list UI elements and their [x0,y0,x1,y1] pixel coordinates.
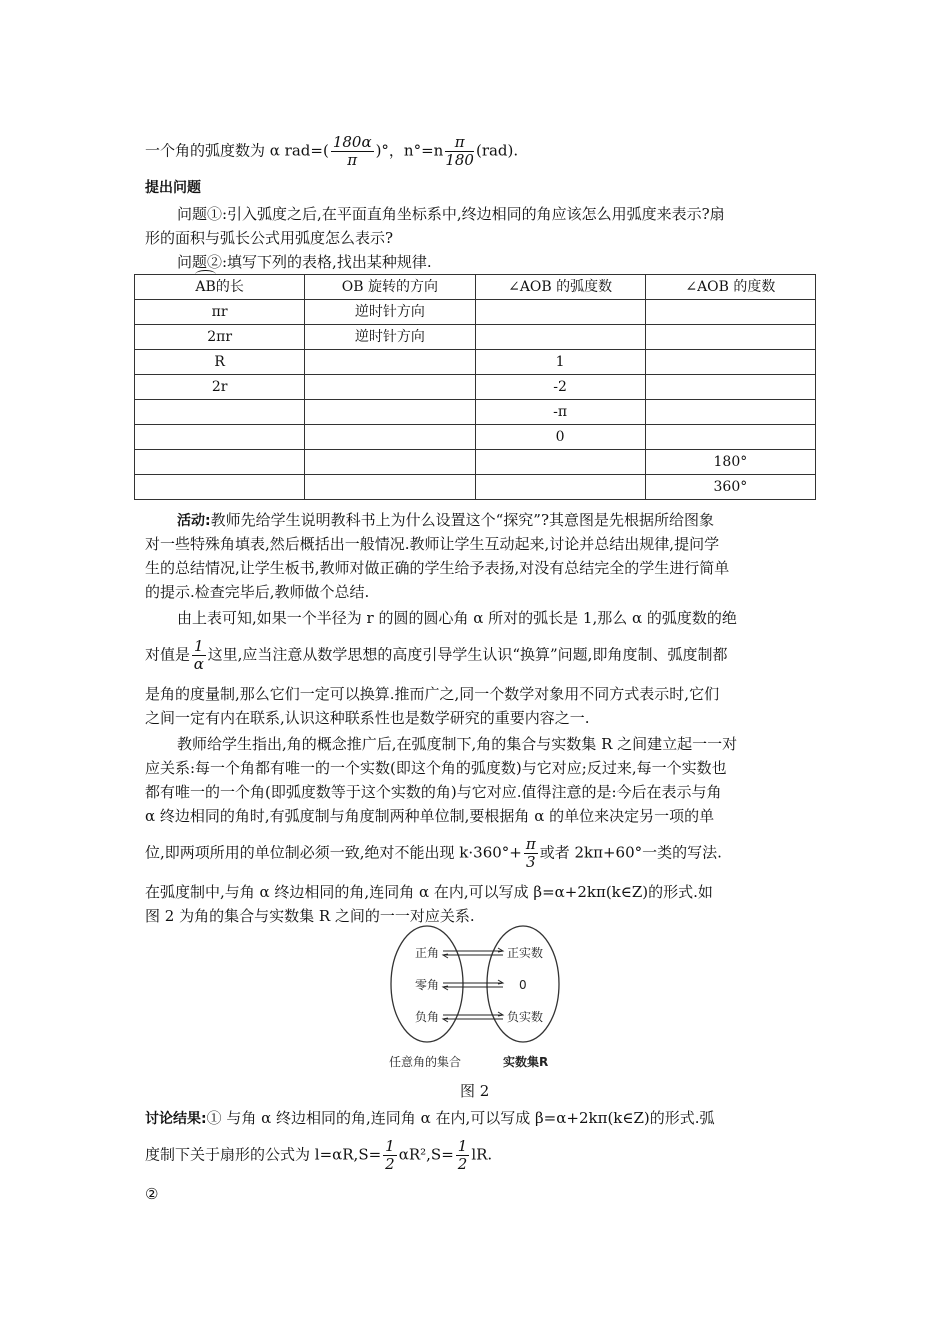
question-1-line-1: 问题①:引入弧度之后,在平面直角坐标系中,终边相同的角应该怎么用弧度来表示?扇 [177,205,725,223]
left-item-negative: 负角 [415,1010,440,1024]
discussion-line-1: 讨论结果:① 与角 α 终边相同的角,连同角 α 在内,可以写成 β=α+2kπ(k∈Z)的形式.弧 [145,1109,715,1127]
correspondence-diagram [385,924,565,1072]
table-cell: 360° [645,475,815,500]
left-set-label: 任意角的集合 [389,1055,462,1069]
table-cell: 1 [475,350,645,375]
table-row [135,375,816,400]
fraction-180a-over-pi: $\frac{180\alpha}{\pi}$ [332,133,372,169]
header-arc-length: AB的长 [135,275,305,300]
table-cell [305,375,475,400]
intro-suffix: (rad). [475,141,519,160]
table-row [135,475,816,500]
intro-middle: )°，n°=n [375,141,444,160]
table-cell [305,475,475,500]
header-radian: ∠AOB 的弧度数 [475,275,645,300]
table-cell [135,425,305,450]
para2-line-1: 由上表可知,如果一个半径为 r 的圆的圆心角 α 所对的弧长是 1,那么 α 的弧度数的绝 [177,609,737,627]
table-cell [475,325,645,350]
para3-line-1: 教师给学生指出,角的概念推广后,在弧度制下,角的集合与实数集 R 之间建立起一一对 [177,735,738,753]
angle-table [134,274,816,500]
figure-caption: 图 2 [460,1082,490,1100]
para2-line-3: 是角的度量制,那么它们一定可以换算.推而广之,同一个数学对象用不同方式表示时,它们 [145,685,720,703]
table-cell: πr [135,300,305,325]
fraction-pi-over-3: $\frac{\pi}{3}$ [525,835,536,871]
table-cell: -2 [475,375,645,400]
table-cell [645,425,815,450]
double-arrows [443,948,503,1022]
right-item-negative: 负实数 [507,1010,544,1024]
right-item-positive: 正实数 [507,946,544,960]
arc-ab-symbol: AB [195,275,215,299]
table-cell [305,450,475,475]
table-row [135,325,816,350]
section-title: 提出问题 [145,180,201,196]
para3-line-2: 应关系:每一个角都有唯一的一个实数(即这个角的弧度数)与它对应;反过来,每一个实数也 [145,759,727,777]
table-cell [645,350,815,375]
table-cell [645,400,815,425]
table-cell [475,300,645,325]
intro-prefix: 一个角的弧度数为 α rad=( [145,141,329,160]
table-cell [645,375,815,400]
para2-line-2: 对值是 $\frac{1}{\alpha}$ 这里,应当注意从数学思想的高度引导学生认识“换算”问题,即角度制、弧度制都 [145,637,728,673]
table-row [135,450,816,475]
fraction-pi-over-180: $\frac{\pi}{180}$ [445,133,474,169]
table-row [135,300,816,325]
table-cell: 2πr [135,325,305,350]
discussion-label: 讨论结果: [145,1111,207,1127]
activity-line-2: 对一些特殊角填表,然后概括出一般情况.教师让学生互动起来,讨论并总结出规律,提问学 [145,535,720,553]
table-cell: 0 [475,425,645,450]
fraction-one-half: $\frac{1}{2}$ [385,1137,395,1173]
para3-line-4: α 终边相同的角时,有弧度制与角度制两种单位制,要根据角 α 的单位来决定另一项的单 [145,807,715,825]
activity-line-1: 活动:教师先给学生说明教科书上为什么设置这个“探究”?其意图是先根据所给图象 [177,511,714,529]
intro-formula [145,134,518,169]
table-header-row [135,275,816,300]
table-cell: -π [475,400,645,425]
para3-line-7: 图 2 为角的集合与实数集 R 之间的一一对应关系. [145,907,475,925]
question-2: 问题②:填写下列的表格,找出某种规律. [177,253,432,271]
para3-line-5: 位,即两项所用的单位制必须一致,绝对不能出现 k·360°+ $\frac{\pi}{3}$ 或者 2kπ+60°一类的写法. [145,835,722,871]
table-cell: R [135,350,305,375]
table-row [135,400,816,425]
activity-line-4: 的提示.检查完毕后,教师做个总结. [145,583,370,601]
table-cell [135,450,305,475]
header-degree: ∠AOB 的度数 [645,275,815,300]
table-cell [305,350,475,375]
para3-line-3: 都有唯一的一个角(即弧度数等于这个实数的角)与它对应.值得注意的是:今后在表示与角 [145,783,722,801]
table-cell [135,400,305,425]
discussion-line-2: 度制下关于扇形的公式为 l=αR,S= $\frac{1}{2}$ αR²,S= $\frac{1}{2}$ lR. [145,1137,493,1173]
left-item-positive: 正角 [415,946,440,960]
table-cell [475,475,645,500]
table-cell [475,450,645,475]
right-item-zero: 0 [519,978,527,992]
table-cell [135,475,305,500]
table-cell: 逆时针方向 [305,300,475,325]
left-item-zero: 零角 [415,978,440,992]
fraction-1-over-alpha: $\frac{1}{\alpha}$ [193,637,204,673]
table-row [135,425,816,450]
table-cell [305,400,475,425]
right-set-label: 实数集R [503,1055,549,1069]
table-cell [645,300,815,325]
header-direction: OB 旋转的方向 [305,275,475,300]
table-row [135,350,816,375]
table-cell [305,425,475,450]
para3-line-6: 在弧度制中,与角 α 终边相同的角,连同角 α 在内,可以写成 β=α+2kπ(k∈Z)的形式.如 [145,883,713,901]
activity-line-3: 生的总结情况,让学生板书,教师对做正确的学生给予表扬,对没有总结完全的学生进行简单 [145,559,730,577]
question-1-line-2: 形的面积与弧长公式用弧度怎么表示? [145,229,394,247]
table-cell: 2r [135,375,305,400]
table-cell [645,325,815,350]
table-cell: 逆时针方向 [305,325,475,350]
discussion-item-2: ② [145,1185,159,1203]
fraction-one-half-2: $\frac{1}{2}$ [457,1137,468,1173]
activity-label: 活动: [177,513,211,529]
table-cell: 180° [645,450,815,475]
para2-line-4: 之间一定有内在联系,认识这种联系性也是数学研究的重要内容之一. [145,709,590,727]
